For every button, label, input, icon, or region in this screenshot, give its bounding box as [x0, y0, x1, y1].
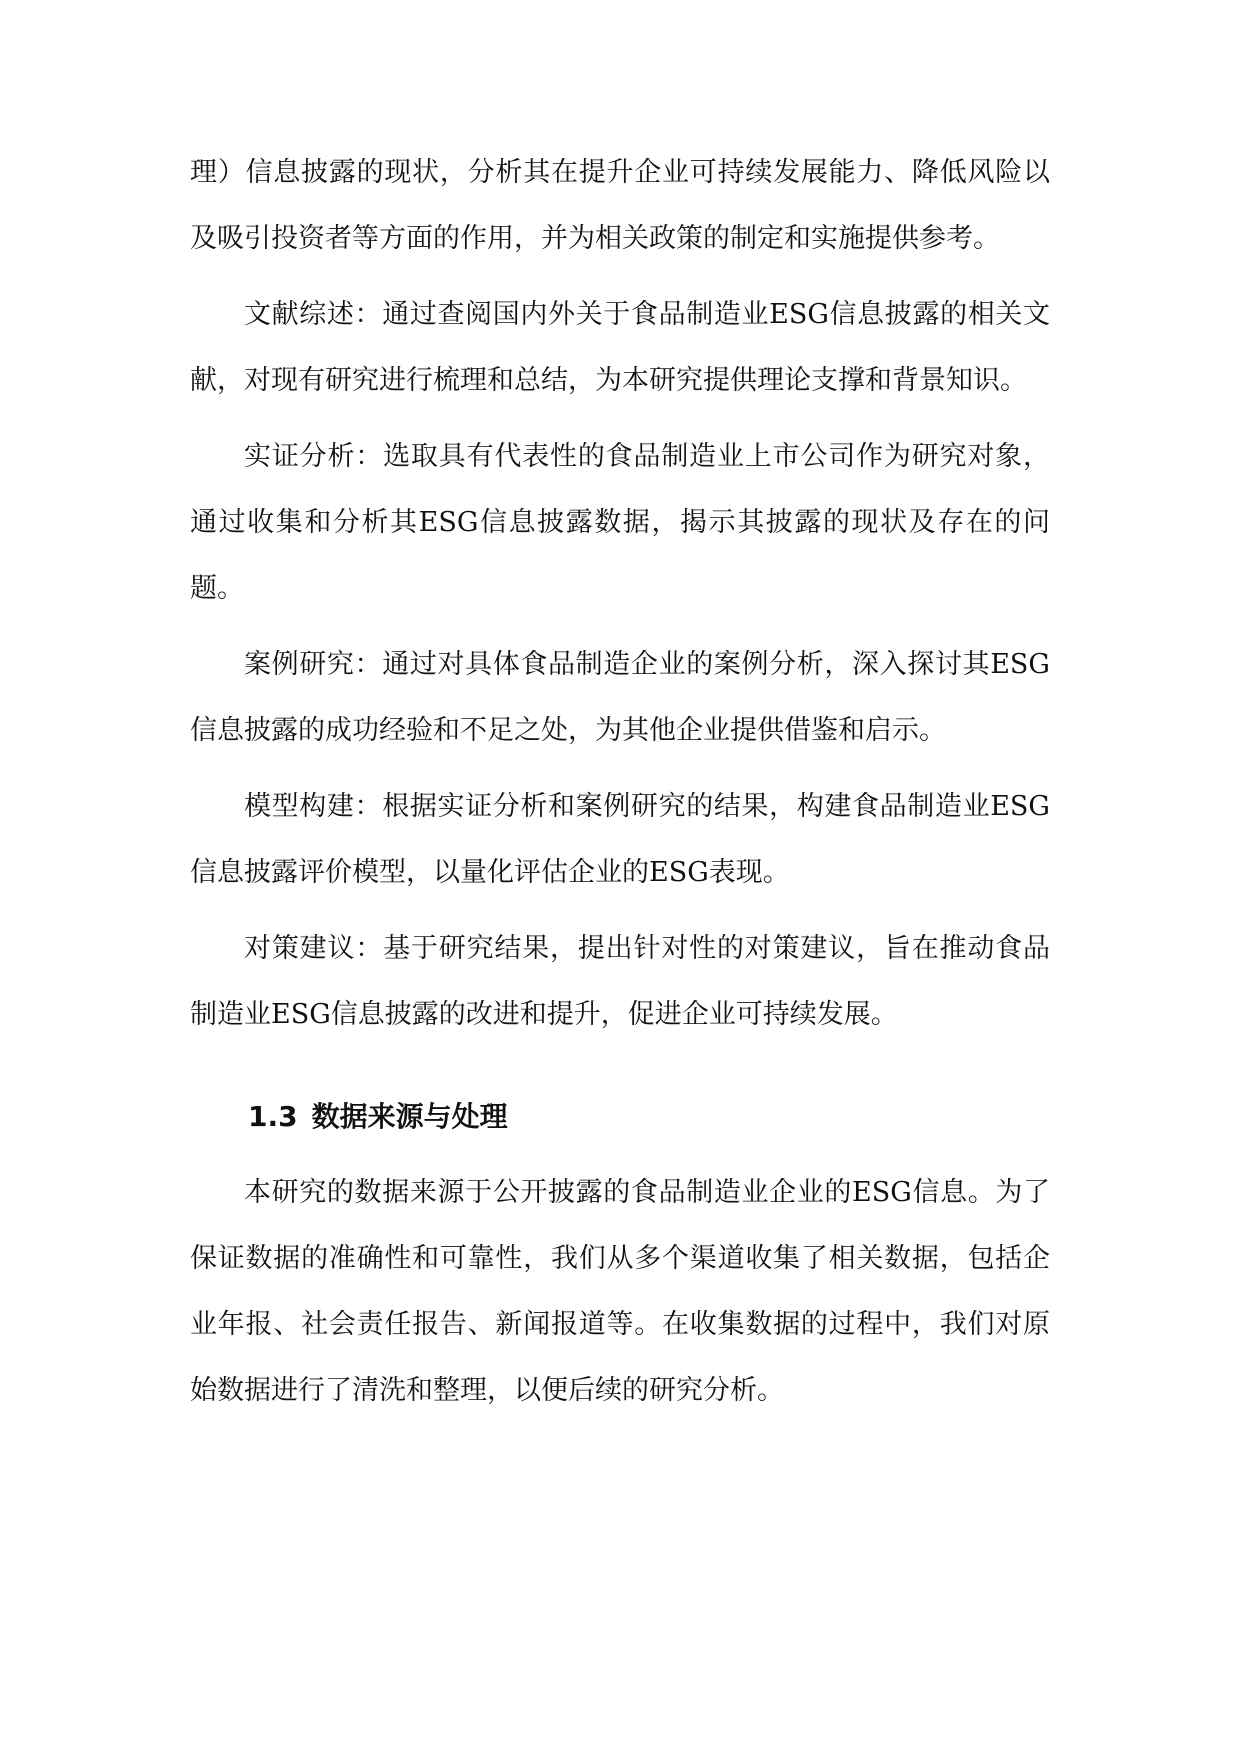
paragraph-empirical-analysis: 实证分析：选取具有代表性的食品制造业上市公司作为研究对象，通过收集和分析其ESG信息披露数据，揭示其披露的现状及存在的问题。	[190, 441, 1050, 604]
paragraph-recommendations: 对策建议：基于研究结果，提出针对性的对策建议，旨在推动食品制造业ESG信息披露的改进和提升，促进企业可持续发展。	[190, 933, 1050, 1030]
paragraph-data-sources: 本研究的数据来源于公开披露的食品制造业企业的ESG信息。为了保证数据的准确性和可靠性，我们从多个渠道收集了相关数据，包括企业年报、社会责任报告、新闻报道等。在收集数据的过程中，我们对原始数据进行了清洗和整理，以便后续的研究分析。	[190, 1177, 1050, 1406]
paragraph-case-study: 案例研究：通过对具体食品制造企业的案例分析，深入探讨其ESG信息披露的成功经验和不足之处，为其他企业提供借鉴和启示。	[190, 649, 1050, 746]
paragraph-model-construction: 模型构建：根据实证分析和案例研究的结果，构建食品制造业ESG信息披露评价模型，以量化评估企业的ESG表现。	[190, 791, 1050, 888]
section-title: 数据来源与处理	[311, 1100, 508, 1133]
document-body	[190, 140, 1050, 1434]
paragraph-continuation: 理）信息披露的现状，分析其在提升企业可持续发展能力、降低风险以及吸引投资者等方面的作用，并为相关政策的制定和实施提供参考。	[190, 157, 1050, 254]
section-number: 1.3	[248, 1100, 298, 1133]
paragraph-literature-review: 文献综述：通过查阅国内外关于食品制造业ESG信息披露的相关文献，对现有研究进行梳理和总结，为本研究提供理论支撑和背景知识。	[190, 299, 1050, 396]
section-heading	[190, 1084, 1050, 1150]
